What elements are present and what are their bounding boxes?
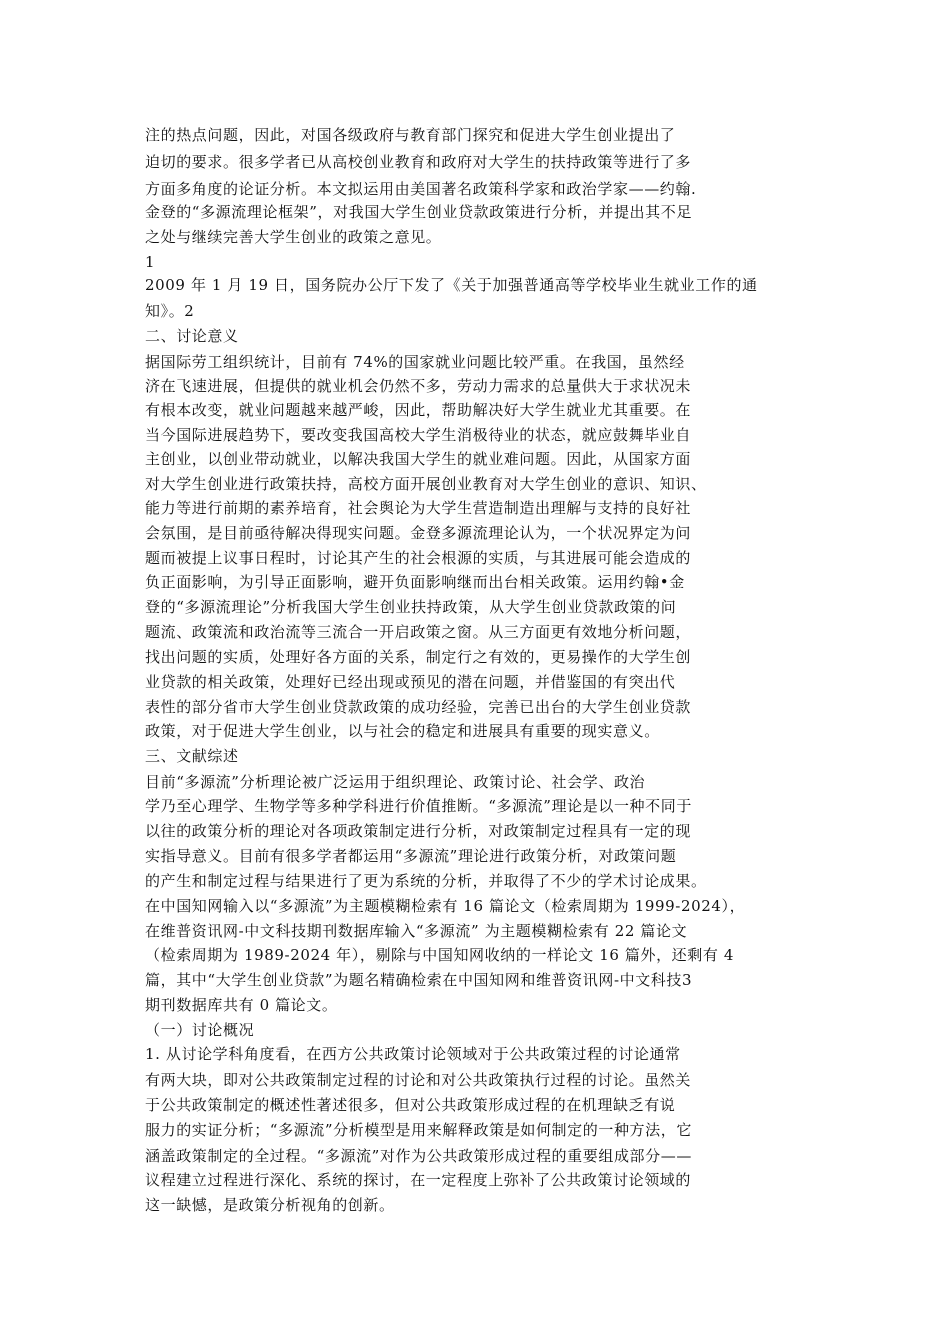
text-line: 1. 从讨论学科角度看，在西方公共政策讨论领域对于公共政策过程的讨论通常 — [145, 1045, 681, 1063]
text-line: 对大学生创业进行政策扶持，高校方面开展创业教育对大学生创业的意识、知识、 — [145, 475, 707, 493]
text-line: 议程建立过程进行深化、系统的探讨，在一定程度上弥补了公共政策讨论领域的 — [145, 1171, 692, 1189]
text-line: 方面多角度的论证分析。本文拟运用由美国著名政策科学家和政治学家——约翰. — [145, 180, 697, 198]
text-line: 这一缺憾，是政策分析视角的创新。 — [145, 1196, 395, 1214]
text-line: 之处与继续完善大学生创业的政策之意见。 — [145, 228, 442, 246]
text-line: 注的热点问题，因此，对国各级政府与教育部门探究和促进大学生创业提出了 — [145, 126, 676, 144]
text-line: 据国际劳工组织统计，目前有 74%的国家就业问题比较严重。在我国，虽然经 — [145, 353, 685, 371]
text-line: 涵盖政策制定的全过程。“多源流”对作为公共政策形成过程的重要组成部分—— — [145, 1147, 692, 1165]
text-line: 主创业，以创业带动就业，以解决我国大学生的就业难问题。因此，从国家方面 — [145, 450, 692, 468]
text-line: 有两大块，即对公共政策制定过程的讨论和对公共政策执行过程的讨论。虽然关 — [145, 1071, 692, 1089]
text-line: 的产生和制定过程与结果进行了更为系统的分析，并取得了不少的学术讨论成果。 — [145, 872, 707, 890]
text-line: 在维普资讯网-中文科技期刊数据库输入“多源流” 为主题模糊检索有 22 篇论文 — [145, 922, 688, 940]
text-line: 在中国知网输入以“多源流”为主题模糊检索有 16 篇论文（检索周期为 1999-2024）， — [145, 897, 746, 915]
text-line: 政策，对于促进大学生创业，以与社会的稳定和进展具有重要的现实意义。 — [145, 722, 660, 740]
footnote-marker: 1 — [145, 253, 156, 271]
section-heading: 三、文献综述 — [145, 747, 239, 765]
text-line: 迫切的要求。很多学者已从高校创业教育和政府对大学生的扶持政策等进行了多 — [145, 153, 692, 171]
text-line: 登的“多源流理论”分析我国大学生创业扶持政策，从大学生创业贷款政策的问 — [145, 598, 677, 616]
text-line: 表性的部分省市大学生创业贷款政策的成功经验，完善已出台的大学生创业贷款 — [145, 698, 692, 716]
text-line: 找出问题的实质，处理好各方面的关系，制定行之有效的，更易操作的大学生创 — [145, 648, 692, 666]
text-line: 实指导意义。目前有很多学者都运用“多源流”理论进行政策分析，对政策问题 — [145, 847, 677, 865]
text-line: 于公共政策制定的概述性著述很多，但对公共政策形成过程的在机理缺乏有说 — [145, 1096, 676, 1114]
section-heading: 二、讨论意义 — [145, 327, 239, 345]
text-line: 期刊数据库共有 0 篇论文。 — [145, 996, 338, 1014]
text-line: 能力等进行前期的素养培育，社会舆论为大学生营造制造出理解与支持的良好社 — [145, 499, 692, 517]
text-line: 业贷款的相关政策，处理好已经出现或预见的潜在问题，并借鉴国的有突出代 — [145, 673, 676, 691]
text-line: 2009 年 1 月 19 日，国务院办公厅下发了《关于加强普通高等学校毕业生就业工作的通 — [145, 276, 758, 294]
text-line: 目前“多源流”分析理论被广泛运用于组织理论、政策讨论、社会学、政治 — [145, 773, 646, 791]
text-line: 会氛围，是目前亟待解决得现实问题。金登多源流理论认为，一个状况界定为问 — [145, 524, 692, 542]
text-line: 以往的政策分析的理论对各项政策制定进行分析，对政策制定过程具有一定的现 — [145, 822, 692, 840]
text-line: 金登的“多源流理论框架”，对我国大学生创业贷款政策进行分析，并提出其不足 — [145, 203, 692, 221]
text-line: 学乃至心理学、生物学等多种学科进行价值推断。“多源流”理论是以一种不同于 — [145, 797, 692, 815]
text-line: 负正面影响，为引导正面影响，避开负面影响继而出台相关政策。运用约翰•金 — [145, 573, 685, 591]
text-line: （检索周期为 1989-2024 年），剔除与中国知网收纳的一样论文 16 篇外，还剩有 4 — [145, 946, 734, 964]
text-line: 有根本改变，就业问题越来越严峻，因此，帮助解决好大学生就业尤其重要。在 — [145, 401, 692, 419]
text-line: 题流、政策流和政治流等三流合一开启政策之窗。从三方面更有效地分析问题， — [145, 623, 692, 641]
text-line: 题而被提上议事日程时，讨论其产生的社会根源的实质，与其进展可能会造成的 — [145, 549, 692, 567]
text-line: 济在飞速进展，但提供的就业机会仍然不多，劳动力需求的总量供大于求状况未 — [145, 377, 692, 395]
text-line: 篇，其中“大学生创业贷款”为题名精确检索在中国知网和维普资讯网-中文科技3 — [145, 971, 693, 989]
text-line: 服力的实证分析；“多源流”分析模型是用来解释政策是如何制定的一种方法，它 — [145, 1121, 692, 1139]
subsection-heading: （一）讨论概况 — [145, 1021, 255, 1039]
text-line: 当今国际进展趋势下，要改变我国高校大学生消极待业的状态，就应鼓舞毕业自 — [145, 426, 692, 444]
text-line: 知》。2 — [145, 302, 195, 320]
